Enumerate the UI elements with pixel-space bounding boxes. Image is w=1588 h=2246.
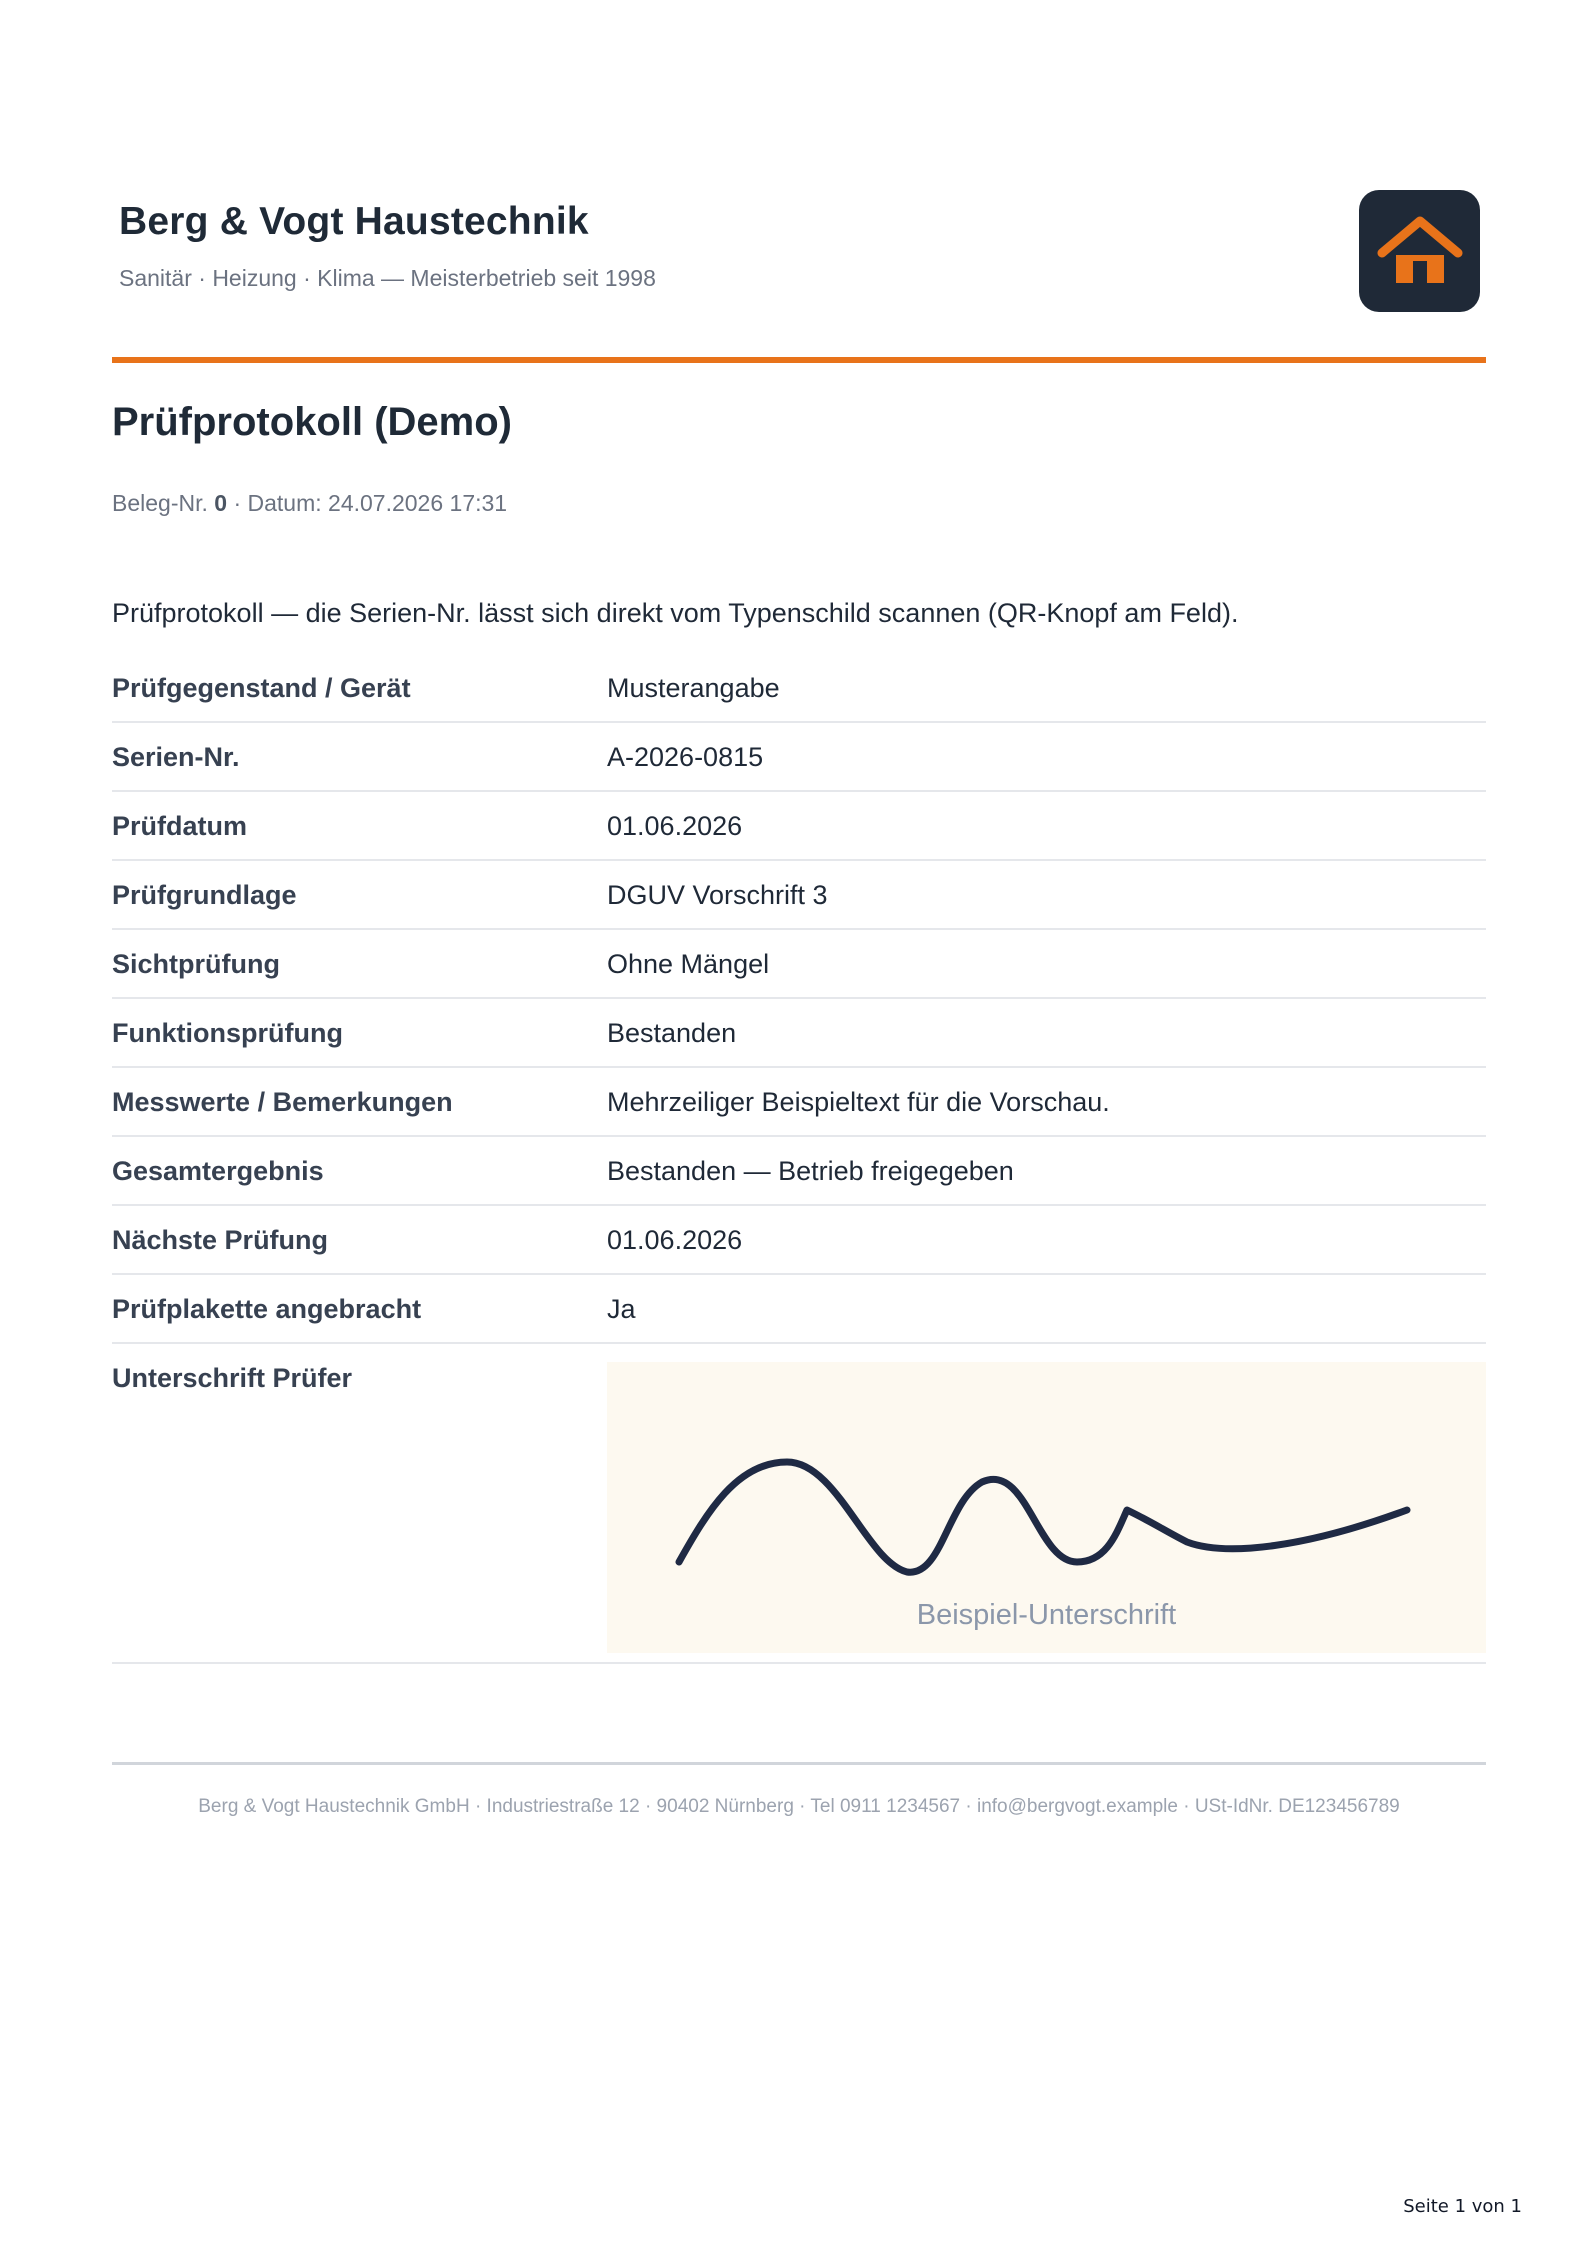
field-row: [112, 1137, 1486, 1206]
field-label: Prüfgegenstand / Gerät: [112, 673, 411, 703]
signature-row: [112, 1344, 1486, 1664]
company-name: Berg & Vogt Haustechnik: [119, 200, 589, 243]
field-label: Prüfdatum: [112, 811, 247, 841]
field-value: DGUV Vorschrift 3: [607, 880, 828, 910]
field-value: 01.06.2026: [607, 1225, 743, 1255]
house-icon: [1374, 211, 1466, 291]
protocol-fields: [112, 654, 1486, 1664]
letterhead: [112, 190, 1486, 360]
accent-divider: [112, 357, 1486, 363]
field-row: [112, 792, 1486, 861]
field-value: 01.06.2026: [607, 811, 743, 841]
field-label: Prüfgrundlage: [112, 880, 297, 910]
footer-company-info: Berg & Vogt Haustechnik GmbH · Industriestraße 12 · 90402 Nürnberg · Tel 0911 1234567 · info@bergvogt.example · USt-IdNr. DE123456789: [198, 1796, 1400, 1817]
signature-label: Unterschrift Prüfer: [112, 1363, 353, 1393]
field-row: [112, 861, 1486, 930]
document-title: Prüfprotokoll (Demo): [112, 400, 512, 444]
signature-box: [607, 1362, 1486, 1653]
field-row: [112, 1068, 1486, 1137]
beleg-number: 0: [214, 490, 228, 516]
field-label: Messwerte / Bemerkungen: [112, 1087, 453, 1117]
field-row: [112, 930, 1486, 999]
field-value: Ja: [607, 1294, 636, 1324]
document-date: · Datum: 24.07.2026 17:31: [233, 490, 508, 516]
field-row: [112, 654, 1486, 723]
field-value: Bestanden: [607, 1018, 737, 1048]
field-value: A-2026-0815: [607, 742, 764, 772]
company-logo: [1359, 190, 1480, 312]
field-label: Prüfplakette angebracht: [112, 1294, 422, 1324]
company-tagline: Sanitär · Heizung · Klima — Meisterbetrieb seit 1998: [119, 265, 656, 291]
field-value: Ohne Mängel: [607, 949, 770, 979]
field-row: [112, 723, 1486, 792]
field-value: Bestanden — Betrieb freigegeben: [607, 1156, 1014, 1186]
field-label: Gesamtergebnis: [112, 1156, 324, 1186]
field-row: [112, 1206, 1486, 1275]
field-value: Musterangabe: [607, 673, 780, 703]
field-label: Funktionsprüfung: [112, 1018, 343, 1048]
field-label: Sichtprüfung: [112, 949, 280, 979]
signature-caption: Beispiel-Unterschrift: [916, 1599, 1177, 1631]
field-value: Mehrzeiliger Beispieltext für die Vorschau.: [607, 1087, 1110, 1117]
document-meta: [112, 490, 507, 517]
page-number: Seite 1 von 1: [1403, 2196, 1522, 2217]
field-row: [112, 1275, 1486, 1344]
field-label: Serien-Nr.: [112, 742, 240, 772]
footer-divider: [112, 1762, 1486, 1765]
intro-text: Prüfprotokoll — die Serien-Nr. lässt sich direkt vom Typenschild scannen (QR-Knopf am Feld).: [112, 598, 1239, 628]
beleg-label: Beleg-Nr.: [112, 490, 208, 516]
field-row: [112, 999, 1486, 1068]
field-label: Nächste Prüfung: [112, 1225, 329, 1255]
